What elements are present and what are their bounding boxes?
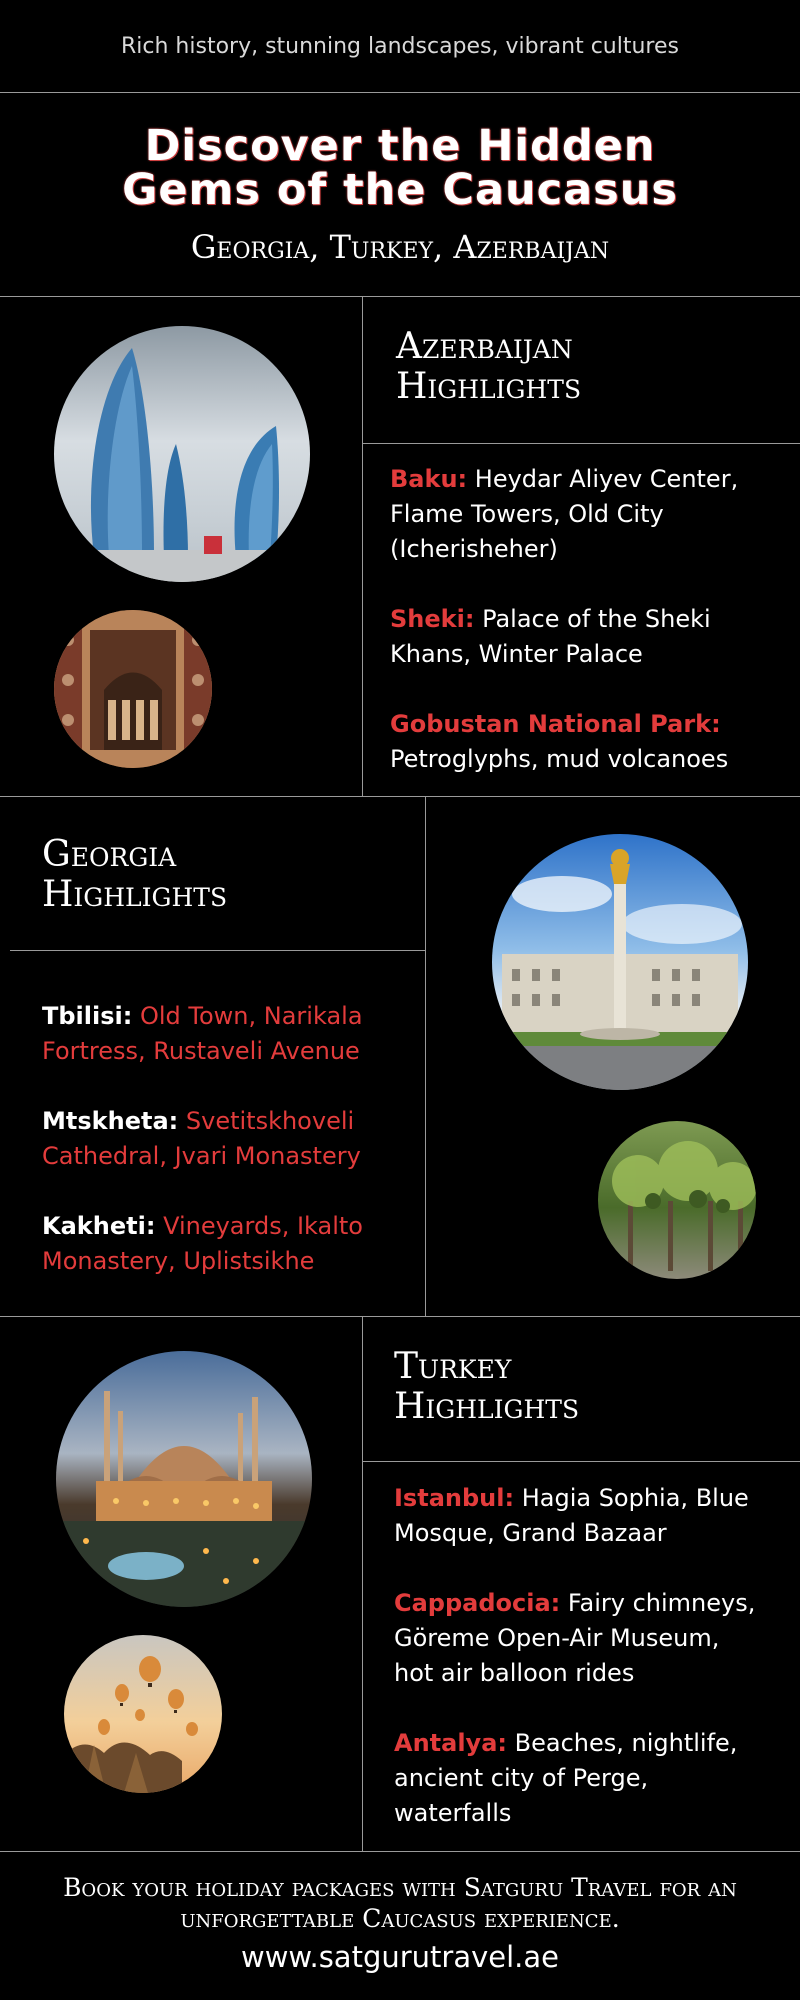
list-item bbox=[42, 1104, 392, 1174]
balloons-illustration bbox=[64, 1635, 222, 1793]
hagia-sophia-photo bbox=[56, 1351, 312, 1607]
section-title-line: Turkey bbox=[394, 1346, 512, 1387]
sheki-palace-photo bbox=[54, 610, 212, 768]
flame-towers-illustration bbox=[54, 326, 310, 582]
divider bbox=[0, 92, 800, 93]
divider bbox=[425, 796, 426, 1316]
list-item bbox=[390, 707, 760, 777]
list-item bbox=[390, 462, 760, 567]
turkey-highlights-list bbox=[394, 1481, 764, 1866]
sheki-palace-illustration bbox=[54, 610, 212, 768]
title-line-2: Gems of the Caucasus bbox=[122, 165, 678, 215]
divider bbox=[0, 1316, 800, 1317]
tagline: Rich history, stunning landscapes, vibrant cultures bbox=[121, 34, 679, 59]
place-description: Svetitskhoveli Cathedral, Jvari Monastery bbox=[42, 1107, 361, 1170]
divider bbox=[10, 950, 425, 951]
vineyard-photo bbox=[598, 1121, 756, 1279]
place-label: Cappadocia: bbox=[394, 1589, 561, 1617]
divider bbox=[362, 1316, 363, 1851]
divider bbox=[362, 296, 363, 796]
divider bbox=[0, 296, 800, 297]
place-description: Palace of the Sheki Khans, Winter Palace bbox=[390, 605, 711, 668]
place-label: Mtskheta: bbox=[42, 1107, 179, 1135]
list-item bbox=[394, 1586, 764, 1691]
divider bbox=[0, 1851, 800, 1852]
place-label: Kakheti: bbox=[42, 1212, 156, 1240]
hagia-sophia-illustration bbox=[56, 1351, 312, 1607]
list-item bbox=[42, 1209, 392, 1279]
flame-towers-photo bbox=[54, 326, 310, 582]
turkey-section-title bbox=[394, 1347, 579, 1427]
freedom-square-photo bbox=[492, 834, 748, 1090]
balloons-photo bbox=[64, 1635, 222, 1793]
section-title-line: Highlights bbox=[394, 1386, 580, 1427]
place-description: Vineyards, Ikalto Monastery, Uplistsikhe bbox=[42, 1212, 363, 1275]
subtitle: Georgia, Turkey, Azerbaijan bbox=[190, 228, 610, 266]
place-description: Old Town, Narikala Fortress, Rustaveli Avenue bbox=[42, 1002, 363, 1065]
website-link[interactable]: www.satgurutravel.ae bbox=[240, 1940, 559, 1974]
place-description: Petroglyphs, mud volcanoes bbox=[390, 745, 729, 773]
georgia-section-title bbox=[42, 835, 227, 915]
footer-call-to-action: Book your holiday packages with Satguru Travel for an unforgettable Caucasus experience. bbox=[63, 1873, 737, 1933]
list-item bbox=[394, 1726, 764, 1831]
list-item bbox=[390, 602, 760, 672]
place-label: Gobustan National Park: bbox=[390, 710, 721, 738]
place-label: Istanbul: bbox=[394, 1484, 515, 1512]
list-item bbox=[394, 1481, 764, 1551]
place-description: Heydar Aliyev Center, Flame Towers, Old City (Icherisheher) bbox=[390, 465, 739, 563]
place-description: Fairy chimneys, Göreme Open-Air Museum, hot air balloon rides bbox=[394, 1589, 756, 1687]
section-title-line: Georgia bbox=[42, 834, 177, 875]
divider bbox=[0, 796, 800, 797]
vineyard-illustration bbox=[598, 1121, 756, 1279]
place-label: Tbilisi: bbox=[42, 1002, 133, 1030]
list-item bbox=[42, 999, 392, 1069]
title-line-1: Discover the Hidden bbox=[144, 121, 656, 171]
place-label: Baku: bbox=[390, 465, 468, 493]
page-title bbox=[0, 121, 800, 215]
azerbaijan-highlights-list bbox=[390, 462, 760, 812]
place-label: Sheki: bbox=[390, 605, 475, 633]
freedom-square-illustration bbox=[492, 834, 748, 1090]
place-description: Hagia Sophia, Blue Mosque, Grand Bazaar bbox=[394, 1484, 749, 1547]
divider bbox=[362, 443, 800, 444]
place-description: Beaches, nightlife, ancient city of Perge, waterfalls bbox=[394, 1729, 738, 1827]
georgia-highlights-list bbox=[42, 999, 392, 1314]
section-title-line: Highlights bbox=[42, 874, 228, 915]
divider bbox=[362, 1461, 800, 1462]
section-title-line: Highlights bbox=[396, 366, 582, 407]
section-title-line: Azerbaijan bbox=[396, 326, 573, 367]
azerbaijan-section-title bbox=[396, 327, 581, 407]
place-label: Antalya: bbox=[394, 1729, 507, 1757]
